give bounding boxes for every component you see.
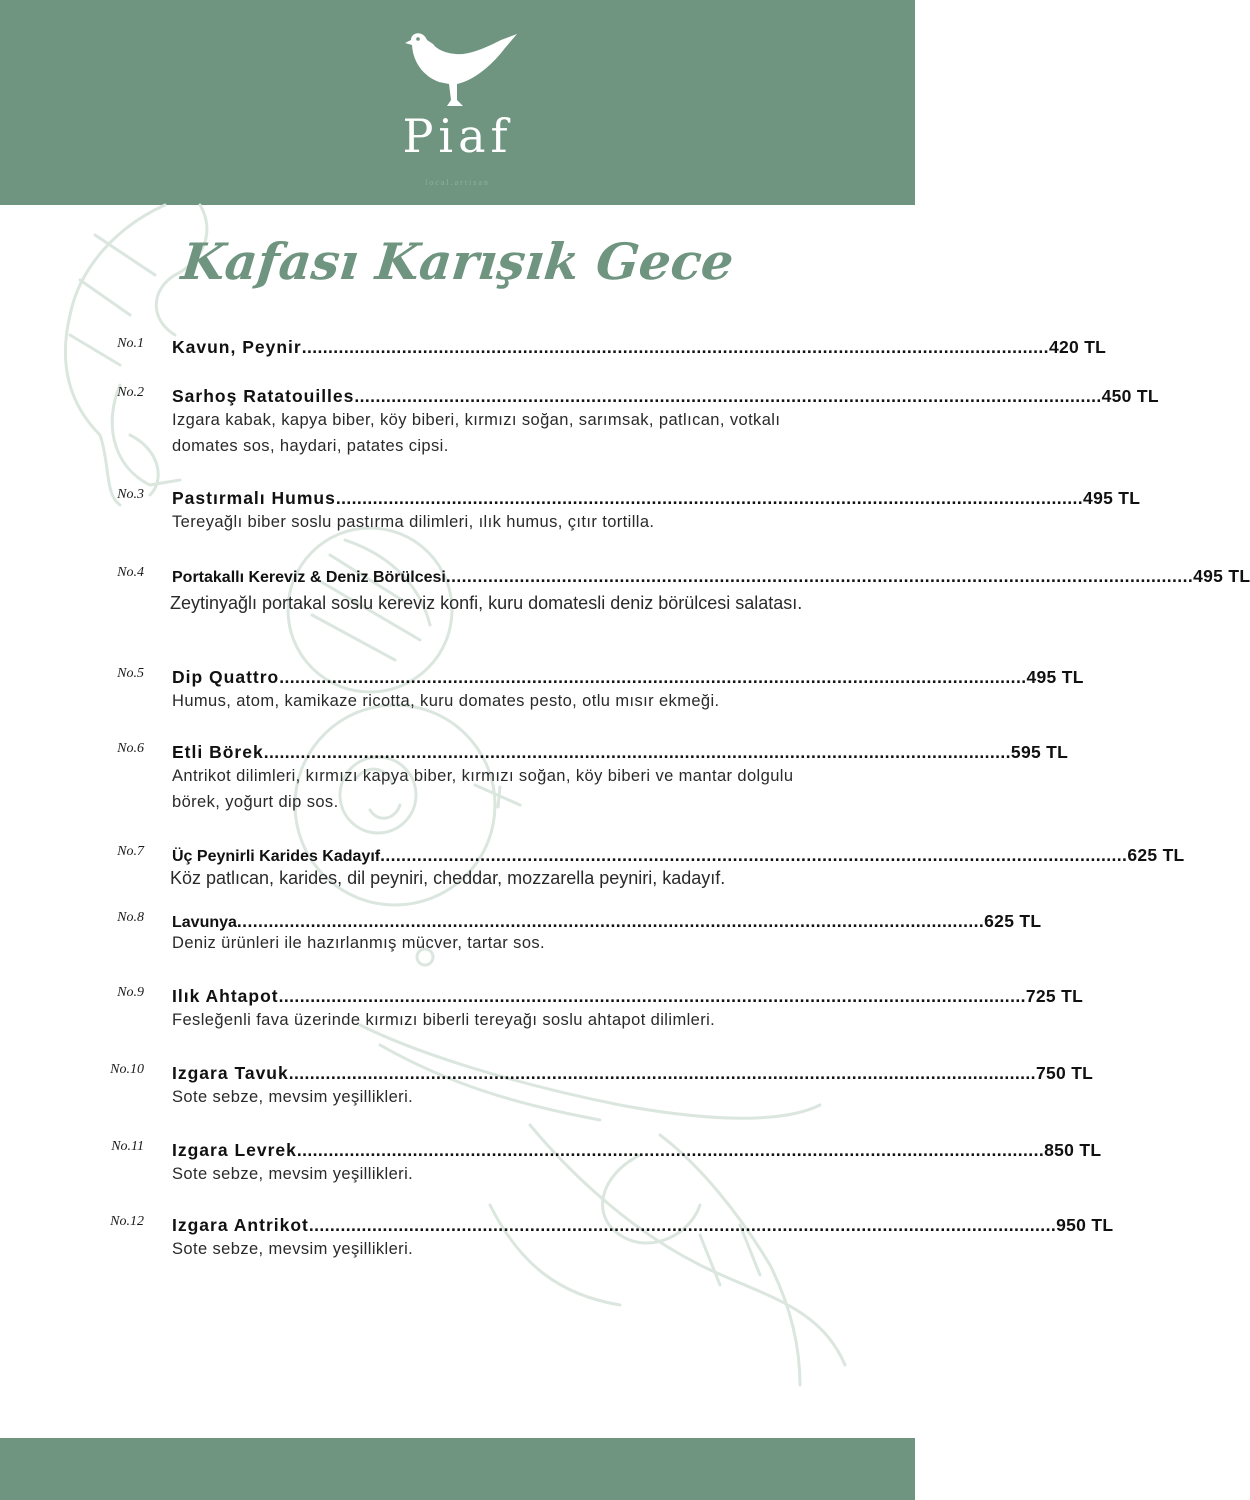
item-number: No.8 <box>117 910 144 925</box>
item-description: Humus, atom, kamikaze ricotta, kuru domates pesto, otlu mısır ekmeği. <box>172 692 720 710</box>
item-header <box>172 840 1185 866</box>
item-description: Fesleğenli fava üzerinde kırmızı biberli tereyağı soslu ahtapot dilimleri. <box>172 1011 716 1029</box>
item-number: No.3 <box>117 487 144 502</box>
item-header <box>172 662 1084 688</box>
item-price: 750 TL <box>1035 1063 1094 1083</box>
item-header <box>172 737 1069 763</box>
item-description: Antrikot dilimleri, kırmızı kapya biber, kırmızı soğan, köy biberi ve mantar dolgulu börek, yoğurt dip sos. <box>172 767 794 811</box>
item-description: Sote sebze, mevsim yeşillikleri. <box>172 1165 414 1183</box>
item-price: 595 TL <box>1010 742 1069 762</box>
item-number: No.4 <box>117 565 144 580</box>
brand-tagline: local.artisan <box>425 178 490 187</box>
item-number: No.1 <box>117 336 144 351</box>
footer-band <box>0 1438 915 1500</box>
dot-leader: .............................................................................................................................................. <box>308 1215 1057 1235</box>
dot-leader: .............................................................................................................................................. <box>296 1140 1045 1160</box>
item-name: Izgara Tavuk <box>172 1063 289 1083</box>
item-price: 950 TL <box>1056 1215 1114 1235</box>
item-name: Lavunya <box>172 914 237 931</box>
item-header <box>172 981 1084 1007</box>
item-price: 725 TL <box>1025 986 1084 1006</box>
item-description: Sote sebze, mevsim yeşillikleri. <box>172 1088 414 1106</box>
menu-title: Kafası Karışık Gece <box>178 232 737 291</box>
item-number: No.2 <box>117 385 144 400</box>
item-header <box>172 332 1107 358</box>
item-number: No.5 <box>117 666 144 681</box>
item-name: Ilık Ahtapot <box>172 986 279 1006</box>
item-name: Portakallı Kereviz & Deniz Börülcesi <box>172 569 446 586</box>
item-description: Tereyağlı biber soslu pastırma dilimleri, ılık humus, çıtır tortilla. <box>172 513 655 531</box>
bird-icon <box>405 28 520 110</box>
item-name: Üç Peynirli Karides Kadayıf <box>172 848 381 865</box>
item-header <box>172 906 1042 932</box>
item-name: Pastırmalı Humus <box>172 488 336 508</box>
item-price: 625 TL <box>984 911 1042 931</box>
item-header <box>172 1058 1094 1084</box>
item-description: Deniz ürünleri ile hazırlanmış mücver, tartar sos. <box>172 934 546 952</box>
item-name: Izgara Levrek <box>172 1140 297 1160</box>
item-description: Zeytinyağlı portakal soslu kereviz konfi, kuru domatesli deniz börülcesi salatası. <box>170 593 803 613</box>
dot-leader: .............................................................................................................................................. <box>445 566 1194 586</box>
item-number: No.10 <box>110 1062 144 1077</box>
item-number: No.9 <box>117 985 144 1000</box>
item-price: 450 TL <box>1101 386 1159 406</box>
header-banner <box>0 0 915 205</box>
item-price: 495 TL <box>1193 566 1250 586</box>
item-price: 495 TL <box>1083 488 1141 508</box>
brand-name: Piaf <box>402 109 513 163</box>
item-header <box>172 483 1141 509</box>
item-price: 850 TL <box>1044 1140 1102 1160</box>
dot-leader: .............................................................................................................................................. <box>301 337 1049 357</box>
item-header <box>172 561 1250 587</box>
dot-leader: .............................................................................................................................................. <box>236 911 985 931</box>
dot-leader: .............................................................................................................................................. <box>279 667 1027 687</box>
item-description: Izgara kabak, kapya biber, köy biberi, kırmızı soğan, sarımsak, patlıcan, votkalı domates sos, haydari, patates cipsi. <box>172 411 781 455</box>
item-price: 625 TL <box>1127 845 1185 865</box>
dot-leader: .............................................................................................................................................. <box>278 986 1026 1006</box>
dot-leader: .............................................................................................................................................. <box>335 488 1084 508</box>
item-name: Izgara Antrikot <box>172 1215 309 1235</box>
item-number: No.7 <box>117 844 144 859</box>
item-description: Sote sebze, mevsim yeşillikleri. <box>172 1240 414 1258</box>
item-name: Sarhoş Ratatouilles <box>172 386 355 406</box>
item-header <box>172 1135 1102 1161</box>
item-number: No.6 <box>117 741 144 756</box>
item-price: 495 TL <box>1026 667 1084 687</box>
dot-leader: .............................................................................................................................................. <box>380 845 1128 865</box>
item-name: Etli Börek <box>172 742 264 762</box>
item-header <box>172 1210 1114 1236</box>
dot-leader: .............................................................................................................................................. <box>288 1063 1036 1083</box>
dot-leader: .............................................................................................................................................. <box>354 386 1102 406</box>
dot-leader: .............................................................................................................................................. <box>263 742 1011 762</box>
item-name: Kavun, Peynir <box>172 337 302 357</box>
item-name: Dip Quattro <box>172 667 280 687</box>
item-number: No.11 <box>111 1139 144 1154</box>
item-number: No.12 <box>110 1214 144 1229</box>
item-price: 420 TL <box>1048 337 1107 357</box>
item-description: Köz patlıcan, karides, dil peyniri, cheddar, mozzarella peyniri, kadayıf. <box>170 868 726 888</box>
item-header <box>172 381 1159 407</box>
